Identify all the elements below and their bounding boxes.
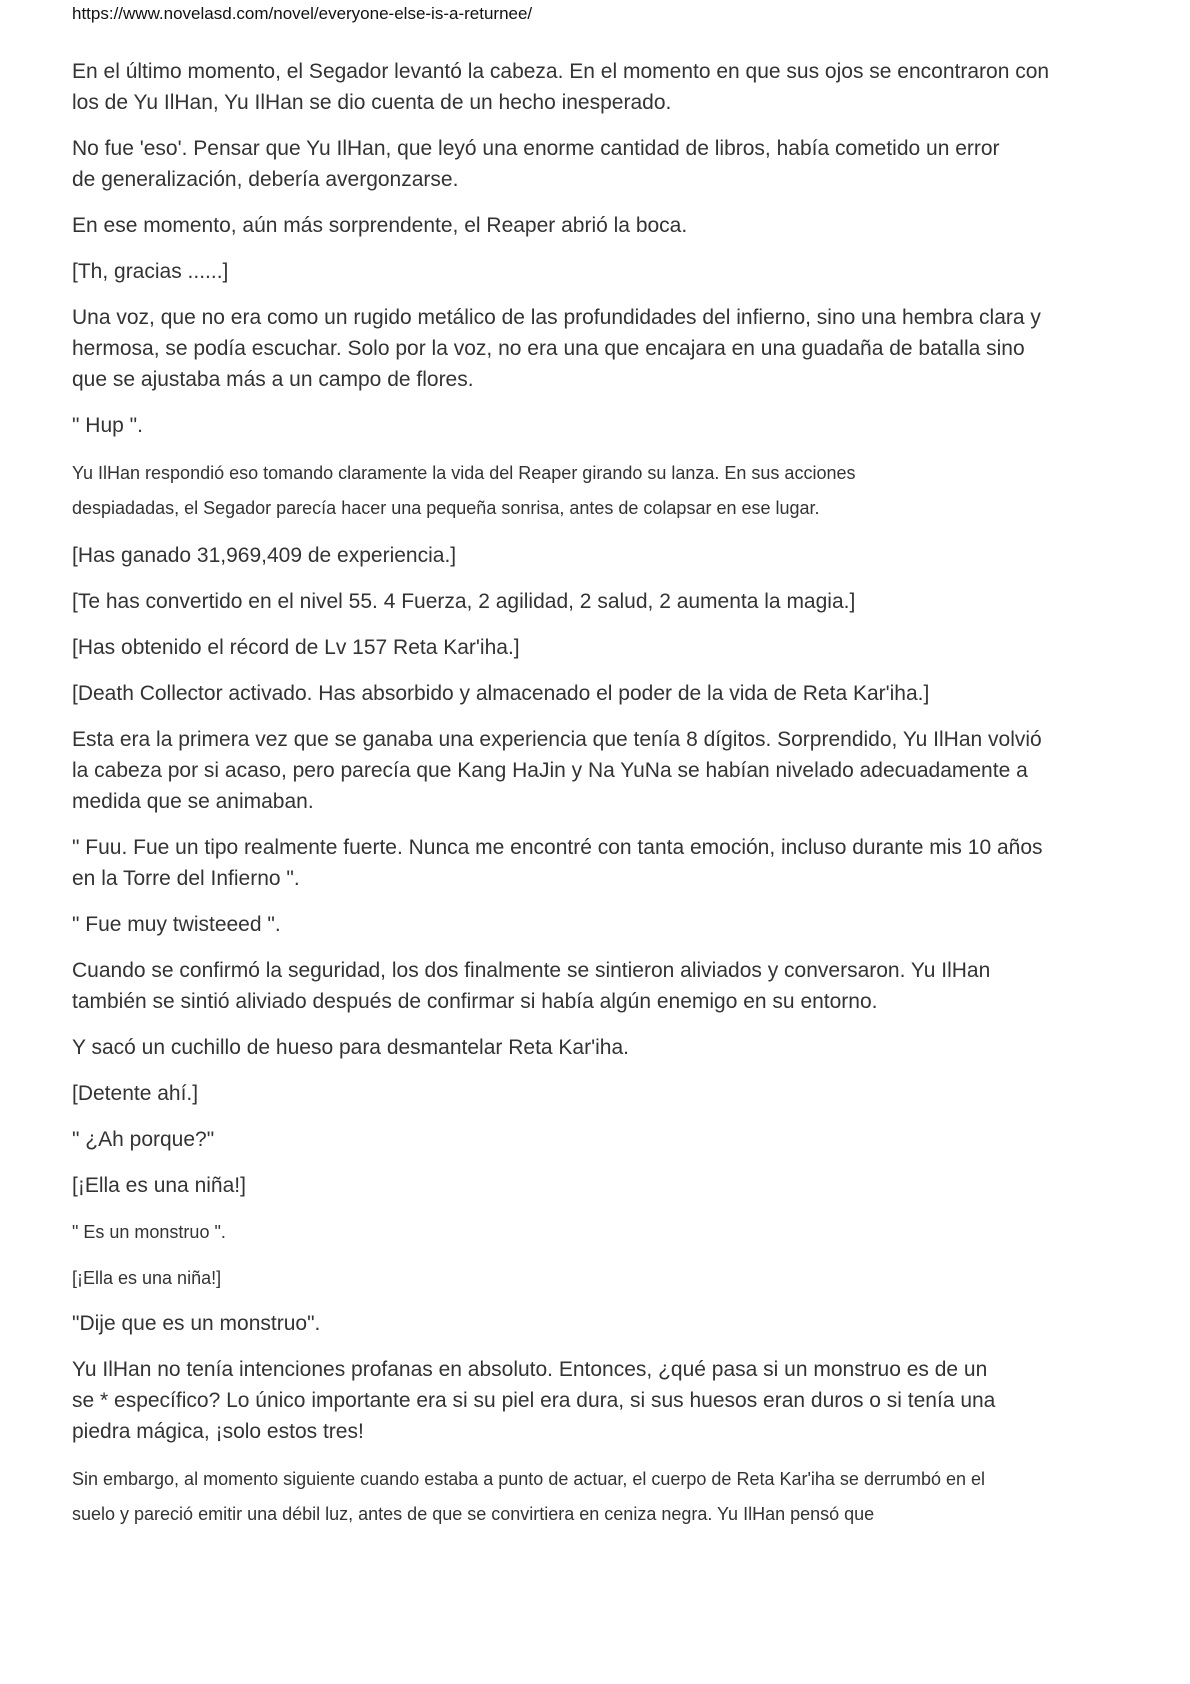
paragraph: Cuando se confirmó la seguridad, los dos finalmente se sintieron aliviados y conversaron. Yu IlHan también se sintió aliviado después de confirmar si había algún enemigo en su entorno.	[72, 959, 991, 1013]
paragraph: [Te has convertido en el nivel 55. 4 Fuerza, 2 agilidad, 2 salud, 2 aumenta la magia.]	[72, 590, 856, 613]
paragraph: En el último momento, el Segador levantó la cabeza. En el momento en que sus ojos se encontraron con los de Yu IlHan, Yu IlHan se dio cuenta de un hecho inesperado.	[72, 60, 1050, 114]
paragraph: " Fuu. Fue un tipo realmente fuerte. Nunca me encontré con tanta emoción, incluso durante mis 10 años en la Torre del Infierno ".	[72, 836, 1043, 890]
paragraph: Yu IlHan respondió eso tomando claramente la vida del Reaper girando su lanza. En sus acciones despiadadas, el Segador parecía hacer una pequeña sonrisa, antes de colapsar en ese lugar.	[72, 463, 856, 518]
paragraph: "Dije que es un monstruo".	[72, 1312, 321, 1335]
paragraph: En ese momento, aún más sorprendente, el Reaper abrió la boca.	[72, 214, 688, 237]
paragraph: Esta era la primera vez que se ganaba una experiencia que tenía 8 dígitos. Sorprendido, Yu IlHan volvió la cabeza por si acaso, pero parecía que Kang HaJin y Na YuNa se habían nivelado adecuadamente a medida que se animaban.	[72, 728, 1042, 813]
chapter-text	[72, 56, 1117, 1546]
paragraph: Sin embargo, al momento siguiente cuando estaba a punto de actuar, el cuerpo de Reta Kar'iha se derrumbó en el suelo y pareció emitir una débil luz, antes de que se convirtiera en ceniza negra. Yu IlHan pensó que	[72, 1469, 986, 1524]
paragraph: " Es un monstruo ".	[72, 1222, 226, 1242]
paragraph: [Th, gracias ......]	[72, 260, 229, 283]
paragraph: Y sacó un cuchillo de hueso para desmantelar Reta Kar'iha.	[72, 1036, 629, 1059]
paragraph: [Has ganado 31,969,409 de experiencia.]	[72, 544, 457, 567]
paragraph: No fue 'eso'. Pensar que Yu IlHan, que leyó una enorme cantidad de libros, había cometido un error de generalización, debería avergonzarse.	[72, 137, 1000, 191]
paragraph: [¡Ella es una niña!]	[72, 1174, 246, 1197]
source-url: https://www.novelasd.com/novel/everyone-else-is-a-returnee/	[72, 4, 533, 23]
paragraph: [¡Ella es una niña!]	[72, 1268, 222, 1288]
paragraph: Yu IlHan no tenía intenciones profanas en absoluto. Entonces, ¿qué pasa si un monstruo es de un se * específico? Lo único importante era si su piel era dura, si sus huesos eran duros o si tenía una piedra mágica, ¡solo estos tres!	[72, 1358, 996, 1443]
paragraph: [Has obtenido el récord de Lv 157 Reta Kar'iha.]	[72, 636, 520, 659]
paragraph: " ¿Ah porque?"	[72, 1128, 215, 1151]
paragraph: " Hup ".	[72, 414, 143, 437]
paragraph: [Death Collector activado. Has absorbido y almacenado el poder de la vida de Reta Kar'iha.]	[72, 682, 930, 705]
paragraph: [Detente ahí.]	[72, 1082, 199, 1105]
paragraph: " Fue muy twisteeed ".	[72, 913, 281, 936]
paragraph: Una voz, que no era como un rugido metálico de las profundidades del infierno, sino una hembra clara y hermosa, se podía escuchar. Solo por la voz, no era una que encajara en una guadaña de batalla sino que se ajustaba más a un campo de flores.	[72, 306, 1041, 391]
